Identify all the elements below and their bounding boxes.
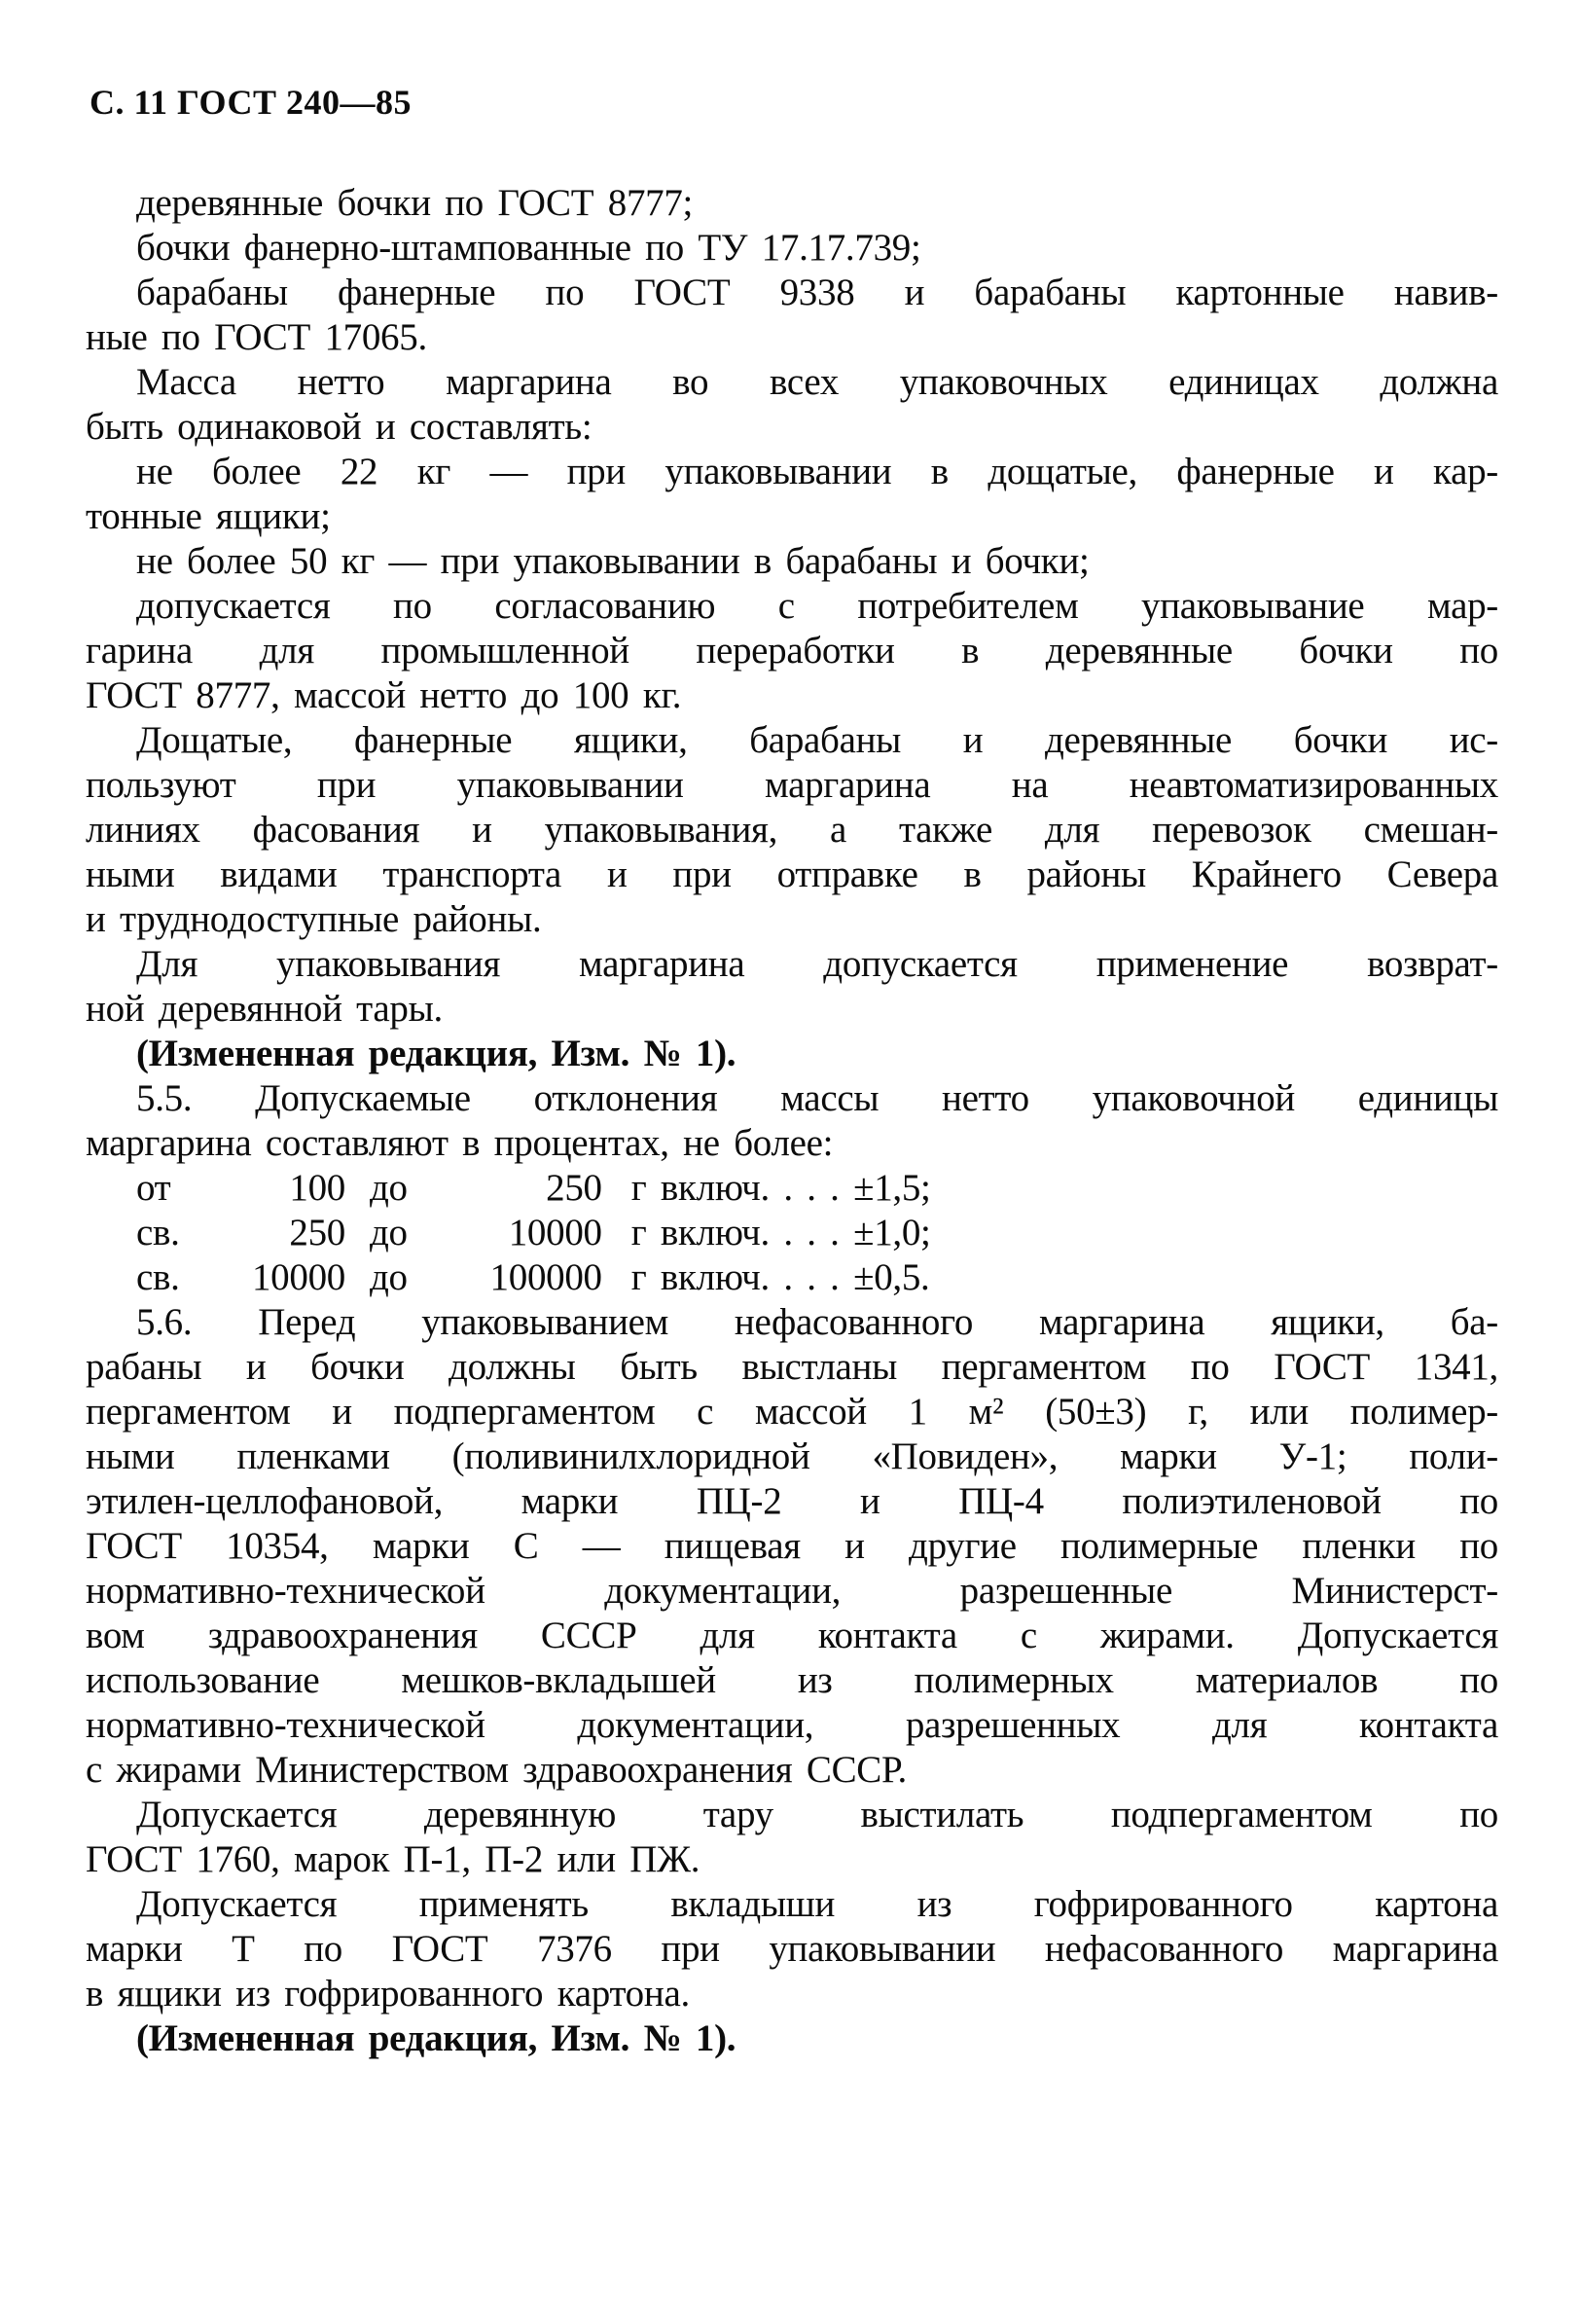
tolerance-to: 10000 (508, 1212, 602, 1253)
tolerance-to: 250 (546, 1167, 602, 1209)
tolerance-from: 10000 (251, 1256, 345, 1298)
text-line: бочки фанерно-штампованные по ТУ 17.17.739; (136, 227, 921, 269)
tolerance-to: 100000 (489, 1256, 602, 1298)
document-body (86, 181, 1498, 2061)
text-line: маргарина составляют в процентах, не более: (86, 1122, 834, 1164)
text-line: Масса нетто маргарина во всех упаковочных единицах должна (136, 361, 1498, 403)
text-line: вом здравоохранения СССР для контакта с жирами. Допускается (86, 1615, 1498, 1656)
tolerance-from: 250 (289, 1212, 345, 1253)
text-line: допускается по согласованию с потребителем упаковывание мар- (136, 585, 1498, 627)
tolerance-prefix: св. (136, 1212, 180, 1253)
text-line: и труднодоступные районы. (86, 898, 542, 940)
tolerance-row (86, 1211, 1498, 1255)
text-line: ГОСТ 10354, марки С — пищевая и другие полимерные пленки по (86, 1525, 1498, 1567)
tolerance-to-word: до (370, 1167, 408, 1209)
text-line: 5.5. Допускаемые отклонения массы нетто упаковочной единицы (136, 1077, 1498, 1119)
text-line: марки Т по ГОСТ 7376 при упаковывании нефасованного маргарина (86, 1928, 1498, 1970)
text-line: барабаны фанерные по ГОСТ 9338 и барабаны картонные навив- (136, 272, 1498, 313)
tolerance-to-word: до (370, 1256, 408, 1298)
tolerance-to-word: до (370, 1212, 408, 1253)
text-line: Для упаковывания маргарина допускается применение возврат- (136, 943, 1498, 985)
tolerance-row (86, 1166, 1498, 1211)
tolerance-prefix: св. (136, 1256, 180, 1298)
tolerance-row (86, 1255, 1498, 1300)
text-line: не более 22 кг — при упаковывании в дощатые, фанерные и кар- (136, 451, 1498, 492)
text-line: Дощатые, фанерные ящики, барабаны и деревянные бочки ис- (136, 719, 1498, 761)
text-line: использование мешков-вкладышей из полимерных материалов по (86, 1659, 1498, 1701)
tolerance-value: г включ. . . . ±1,5; (630, 1167, 931, 1209)
amendment-note: (Измененная редакция, Изм. № 1). (136, 1033, 736, 1074)
text-line: пользуют при упаковывании маргарина на неавтоматизированных (86, 764, 1498, 806)
text-line: Допускается применять вкладыши из гофрированного картона (136, 1883, 1498, 1925)
text-line: быть одинаковой и составлять: (86, 406, 592, 448)
text-line: ной деревянной тары. (86, 988, 443, 1030)
text-line: с жирами Министерством здравоохранения СССР. (86, 1749, 907, 1791)
text-line: деревянные бочки по ГОСТ 8777; (136, 182, 694, 224)
text-line: нормативно-технической документации, разрешенные Министерст- (86, 1570, 1498, 1612)
text-line: в ящики из гофрированного картона. (86, 1973, 690, 2015)
text-line: ГОСТ 1760, марок П-1, П-2 или ПЖ. (86, 1838, 700, 1880)
text-line: ными видами транспорта и при отправке в районы Крайнего Севера (86, 853, 1498, 895)
amendment-note: (Измененная редакция, Изм. № 1). (136, 2017, 736, 2059)
text-line: линиях фасования и упаковывания, а также для перевозок смешан- (86, 809, 1498, 851)
text-line: ГОСТ 8777, массой нетто до 100 кг. (86, 674, 682, 716)
text-line: тонные ящики; (86, 495, 331, 537)
text-line: нормативно-технической документации, разрешенных для контакта (86, 1704, 1498, 1746)
text-line: ными пленками (поливинилхлоридной «Повиден», марки У-1; поли- (86, 1435, 1498, 1477)
text-line: пергаментом и подпергаментом с массой 1 м² (50±3) г, или полимер- (86, 1391, 1498, 1433)
tolerance-from: 100 (289, 1167, 345, 1209)
text-line: Допускается деревянную тару выстилать подпергаментом по (136, 1794, 1498, 1835)
text-line: 5.6. Перед упаковыванием нефасованного маргарина ящики, ба- (136, 1301, 1498, 1343)
text-line: ные по ГОСТ 17065. (86, 316, 427, 358)
page-header: С. 11 ГОСТ 240—85 (90, 83, 412, 122)
text-line: этилен-целлофановой, марки ПЦ-2 и ПЦ-4 полиэтиленовой по (86, 1480, 1498, 1522)
tolerance-value: г включ. . . . ±1,0; (630, 1212, 931, 1253)
tolerance-value: г включ. . . . ±0,5. (630, 1256, 930, 1298)
tolerance-prefix: от (136, 1167, 171, 1209)
text-line: не более 50 кг — при упаковывании в барабаны и бочки; (136, 540, 1090, 582)
text-line: рабаны и бочки должны быть выстланы пергаментом по ГОСТ 1341, (86, 1346, 1498, 1388)
text-line: гарина для промышленной переработки в деревянные бочки по (86, 630, 1498, 672)
